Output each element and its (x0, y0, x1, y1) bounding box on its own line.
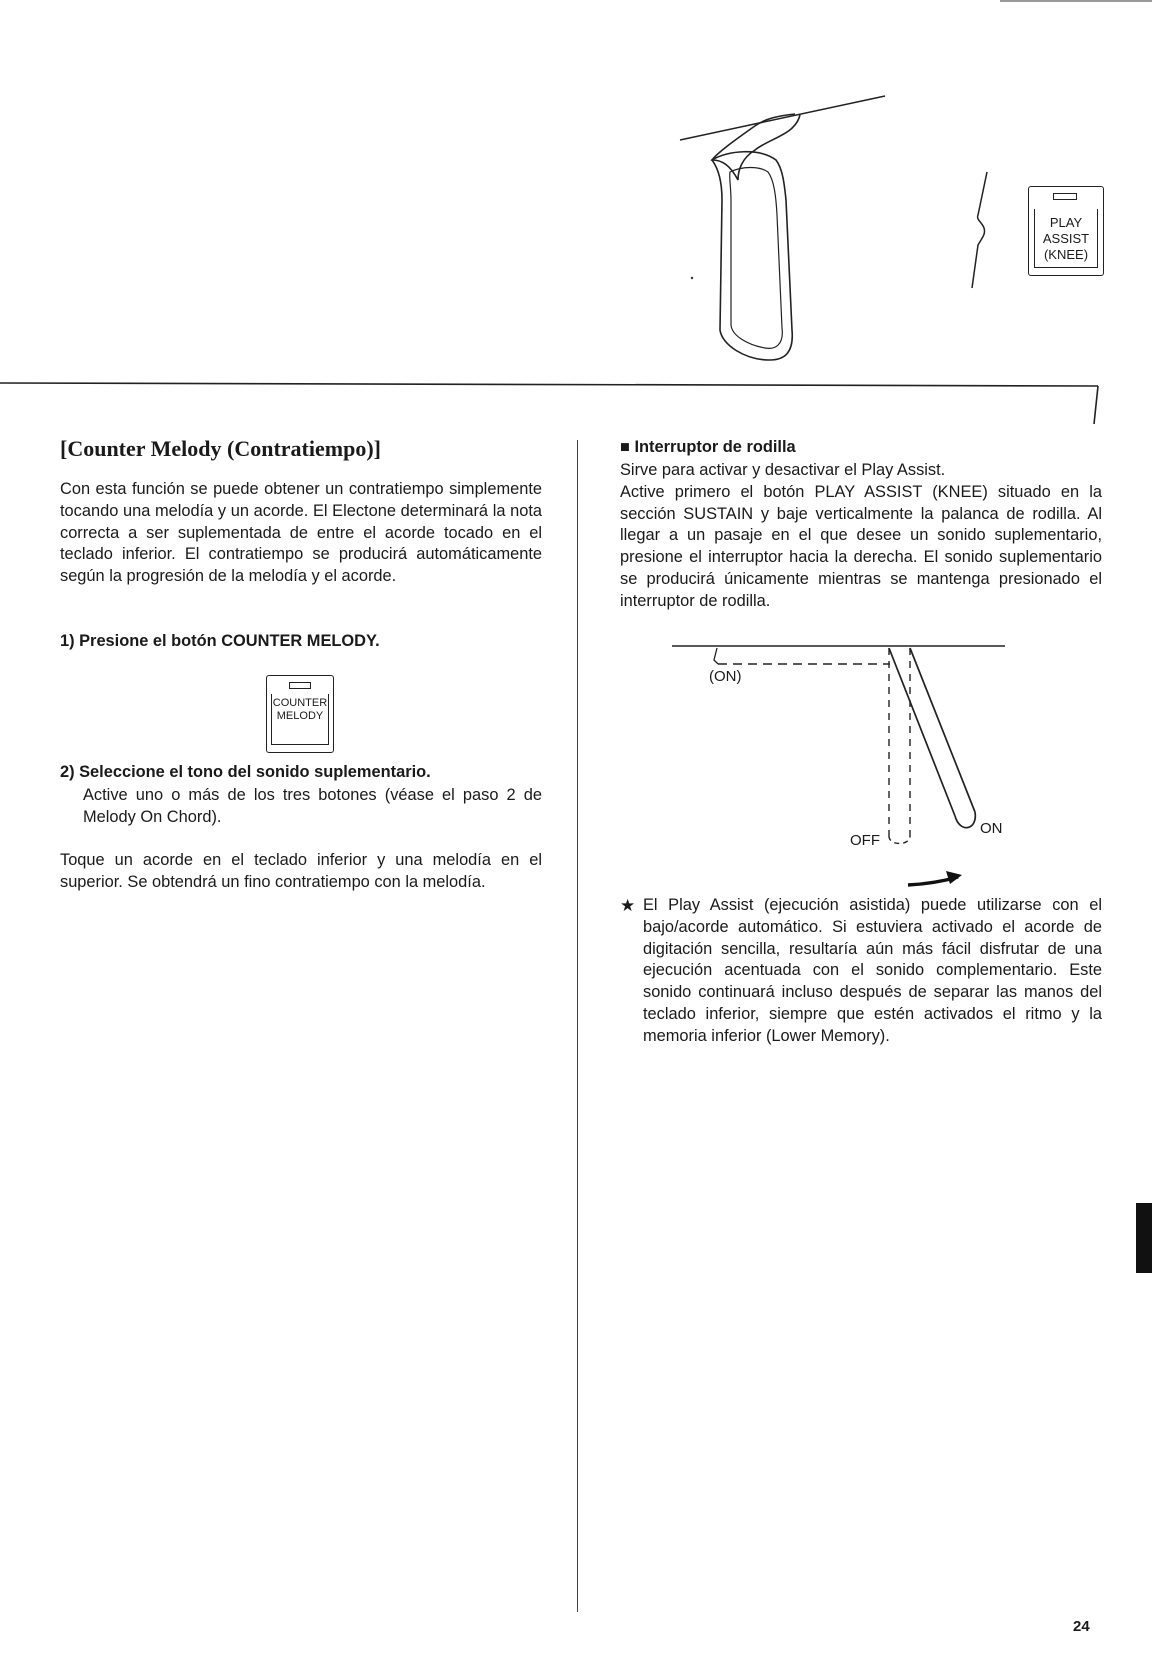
play-assist-knee-button (1028, 186, 1104, 276)
play-assist-note (620, 895, 1102, 1048)
diagram-label-on-right: ON (980, 820, 1003, 837)
play-assist-label-2: ASSIST (1042, 231, 1090, 246)
section-title: [Counter Melody (Contratiempo)] (60, 436, 381, 461)
diagram-label-off: OFF (850, 832, 880, 849)
diagram-label-on-top: (ON) (709, 668, 742, 685)
page-number: 24 (1073, 1618, 1090, 1635)
intro-text: Con esta función se puede obtener un contratiempo simplemente tocando una melodía y un acorde. El Electone determinará la nota correcta a ser suplementada de entre el acorde tocado en el teclado inferior. El contratiempo se producirá automáticamente según la progresión de la melodía y el acorde. (60, 480, 542, 586)
button-indicator-icon (1053, 193, 1077, 200)
subsection-heading (620, 438, 796, 457)
play-assist-label-1: PLAY (1049, 215, 1083, 230)
play-assist-label-3: (KNEE) (1043, 247, 1089, 262)
step-1-title: 1) Presione el botón COUNTER MELODY. (60, 632, 380, 650)
knee-switch-text-1: Sirve para activar y desactivar el Play Assist. (620, 461, 946, 479)
step-2-title: 2) Seleccione el tono del sonido suplementario. (60, 763, 431, 781)
knee-lever-illustration (0, 0, 1152, 400)
edge-thumb-tab (1136, 1203, 1152, 1273)
knee-switch-paragraph (620, 460, 1102, 613)
square-bullet-icon: ■ (620, 438, 630, 456)
counter-melody-button (266, 675, 334, 753)
intro-paragraph (60, 479, 542, 588)
button-indicator-icon (289, 682, 311, 689)
knee-switch-text-2: Active primero el botón PLAY ASSIST (KNEE) situado en la sección SUSTAIN y baje verticalmente la palanca de rodilla. Al llegar a un pasaje en el que desee un sonido suplementario, presione el interruptor hacia la derecha. El sonido suplementario se producirá únicamente mientras se mantenga presionado el interruptor de rodilla. (620, 482, 1102, 610)
counter-label-2: MELODY (276, 710, 324, 722)
note-text: El Play Assist (ejecución asistida) puede utilizarse con el bajo/acorde automático. Si estuviera activado el acorde de digitación sencilla, resultaría aún más fácil disfrutar de una ejecución acentuada con el sonido complementario. Este sonido continuará incluso después de separar las manos del teclado inferior, siempre que estén activados el ritmo y la memoria inferior (Lower Memory). (643, 896, 1102, 1045)
outro-paragraph (60, 850, 542, 894)
step-2-paragraph (83, 785, 542, 829)
column-divider (577, 440, 578, 1612)
step-2-text: Active uno o más de los tres botones (véase el paso 2 de Melody On Chord). (83, 786, 542, 826)
counter-label-1: COUNTER (272, 697, 328, 709)
subsection-heading-text: Interruptor de rodilla (634, 438, 796, 456)
outro-text: Toque un acorde en el teclado inferior y una melodía en el superior. Se obtendrá un fino contratiempo con la melodía. (60, 851, 542, 891)
star-icon: ★ (620, 896, 636, 915)
